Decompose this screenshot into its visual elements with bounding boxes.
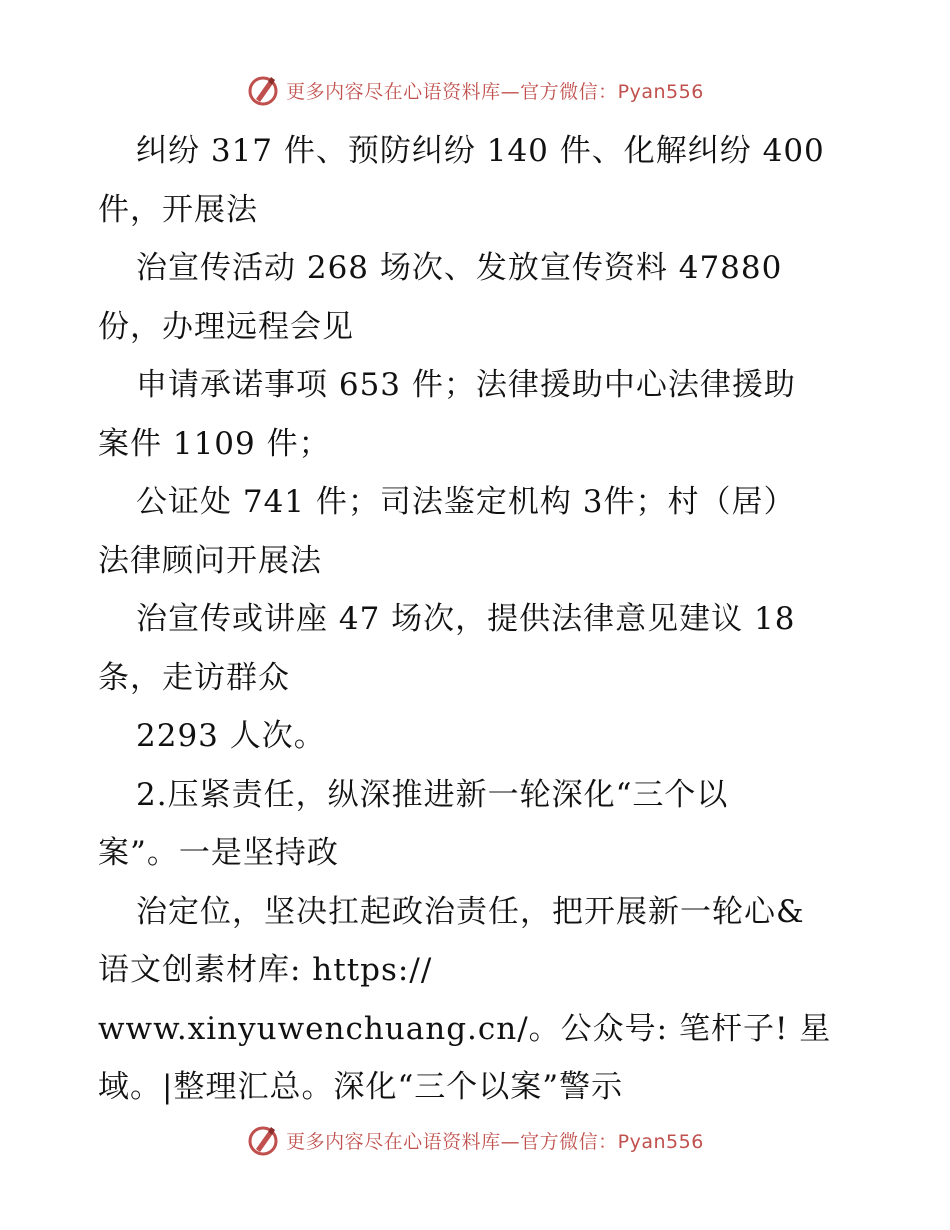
text-line: 案件 1109 件；	[98, 425, 331, 462]
text-line: 件，开展法	[98, 191, 258, 228]
watermark-text: 更多内容尽在心语资料库—官方微信：Pyan556	[286, 1130, 704, 1153]
text-line: 条，走访群众	[98, 659, 290, 696]
text-line: 语文创素材库: https://	[98, 952, 433, 988]
text-line: www.xinyuwenchuang.cn/。公众号: 笔杆子! 星	[98, 1010, 832, 1047]
text-line: 治宣传活动 268 场次、发放宣传资料 47880	[136, 250, 783, 286]
text-line: 治定位，坚决扛起政治责任，把开展新一轮心&	[136, 893, 805, 930]
header-watermark	[0, 70, 950, 110]
text-line: 案”。一是坚持政	[98, 835, 339, 871]
text-line: 申请承诺事项 653 件；法律援助中心法律援助	[136, 367, 796, 403]
text-line: 法律顾问开展法	[98, 542, 322, 579]
document-body	[98, 122, 898, 1117]
text-line: 2.压紧责任，纵深推进新一轮深化“三个以	[136, 776, 729, 813]
text-line: 域。|整理汇总。深化“三个以案”警示	[98, 1069, 624, 1105]
footer-watermark	[0, 1120, 950, 1160]
text-line: 纠纷 317 件、预防纠纷 140 件、化解纠纷 400	[136, 133, 825, 169]
pen-logo-icon	[246, 73, 280, 107]
text-line: 治宣传或讲座 47 场次，提供法律意见建议 18	[136, 601, 796, 637]
text-line: 2293 人次。	[136, 718, 326, 754]
pen-logo-icon	[246, 1123, 280, 1157]
watermark-text: 更多内容尽在心语资料库—官方微信：Pyan556	[286, 80, 704, 103]
text-line: 份，办理远程会见	[98, 308, 354, 345]
text-line: 公证处 741 件；司法鉴定机构 3件；村（居）	[136, 484, 796, 520]
